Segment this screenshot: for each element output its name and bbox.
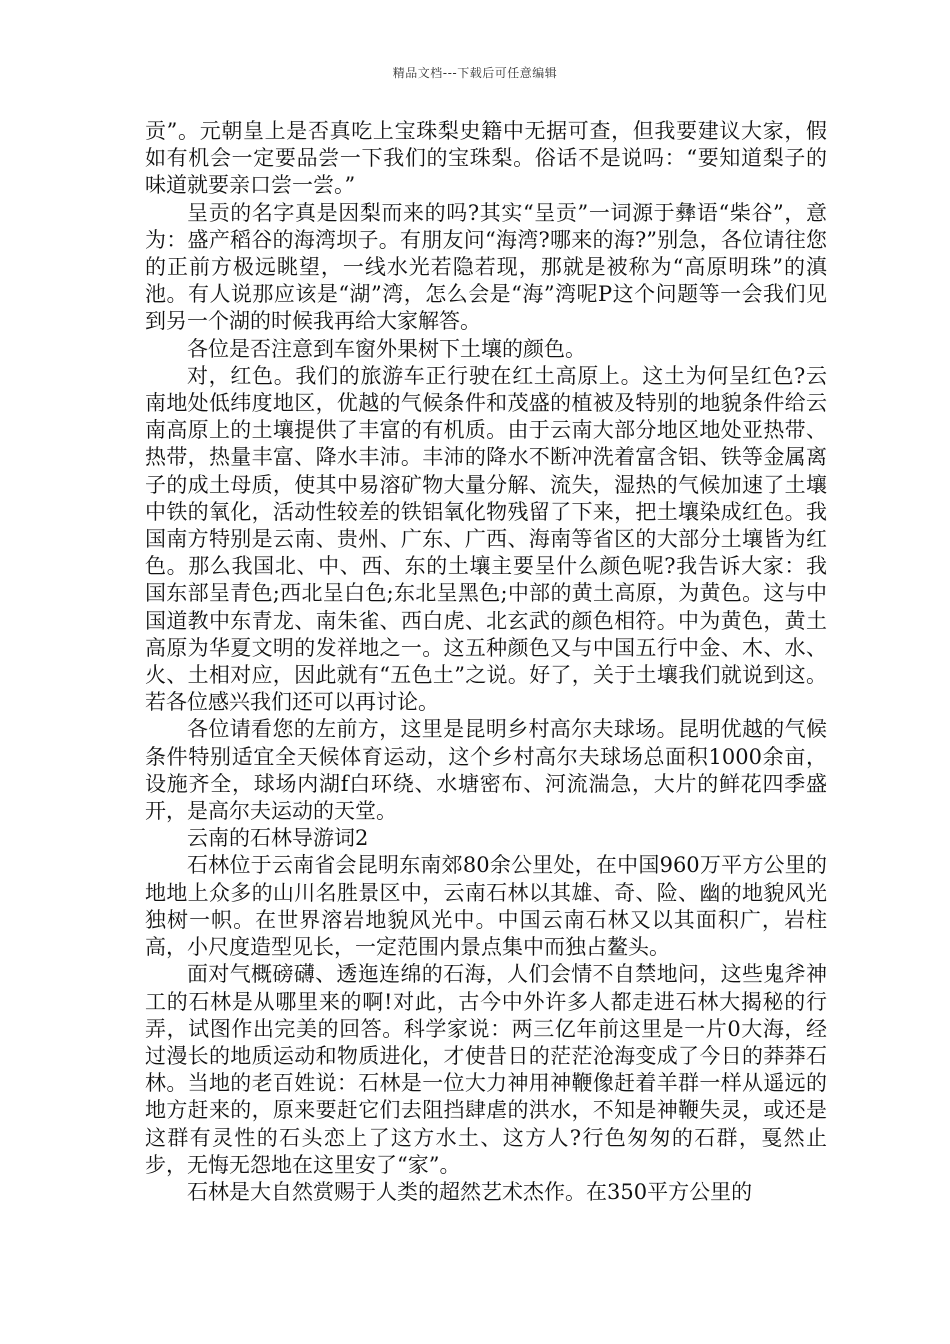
paragraph: 各位是否注意到车窗外果树下土壤的颜色。: [187, 336, 586, 361]
paragraph: 各位请看您的左前方，这里是昆明乡村高尔夫球场。昆明优越的气候条件特别适宜全天候体育运动，这个乡村高尔夫球场总面积1000余亩，设施齐全，球场内湖f白环绕、水塘密布、河流湍急，大片的鲜花四季盛开，是高尔夫运动的天堂。: [145, 717, 827, 824]
paragraph: 石林是大自然赏赐于人类的超然艺术杰作。在350平方公里的: [187, 1179, 753, 1204]
body-text: [145, 118, 827, 1206]
paragraph: 面对气概磅礴、透迤连绵的石海，人们会情不自禁地问，这些鬼斧神工的石林是从哪里来的啊!对此，古今中外许多人都走进石林大揭秘的行弄，试图作出完美的回答。科学家说：两三亿年前这里是一片0大海，经过漫长的地质运动和物质进化，才使昔日的茫茫沧海变成了今日的莽莽石林。当地的老百姓说：石林是一位大力神用神鞭像赶着羊群一样从遥远的地方赶来的，原来要赶它们去阻挡肆虐的洪水，不知是神鞭失灵，或还是这群有灵性的石头恋上了这方水土、这方人?行色匆匆的石群，戛然止步，无悔无怨地在这里安了“家”。: [145, 962, 827, 1177]
paragraph: 贡”。元朝皇上是否真吃上宝珠梨史籍中无据可查，但我要建议大家，假如有机会一定要品尝一下我们的宝珠梨。俗话不是说吗：“要知道梨子的味道就要亲口尝一尝。”: [145, 119, 827, 198]
paragraph: 呈贡的名字真是因梨而来的吗?其实“呈贡”一词源于彝语“柴谷”，意为：盛产稻谷的海湾坝子。有朋友问“海湾?哪来的海?”别急，各位请往您的正前方极远眺望，一线水光若隐若现，那就是被称为“高原明珠”的滇池。有人说那应该是“湖”湾，怎么会是“海”湾呢P这个问题等一会我们见到另一个湖的时候我再给大家解答。: [145, 200, 827, 334]
paragraph: 对，红色。我们的旅游车正行驶在红土高原上。这土为何呈红色?云南地处低纬度地区，优越的气候条件和茂盛的植被及特别的地貌条件给云南高原上的土壤提供了丰富的有机质。由于云南大部分地区地处亚热带、热带，热量丰富、降水丰沛。丰沛的降水不断冲洗着富含铝、铁等金属离子的成土母质，使其中易溶矿物大量分解、流失，湿热的气候加速了土壤中铁的氧化，活动性较差的铁铝氧化物残留了下来，把土壤染成红色。我国南方特别是云南、贵州、广东、广西、海南等省区的大部分土壤皆为红色。那么我国北、中、西、东的土壤主要呈什么颜色呢?我告诉大家：我国东部呈青色;西北呈白色;东北呈黑色;中部的黄土高原，为黄色。这与中国道教中东青龙、南朱雀、西白虎、北玄武的颜色相符。中为黄色，黄土高原为华夏文明的发祥地之一。这五种颜色又与中国五行中金、木、水、火、土相对应，因此就有“五色土”之说。好了，关于土壤我们就说到这。若各位感兴我们还可以再讨论。: [145, 363, 827, 715]
paragraph: 石林位于云南省会昆明东南郊80余公里处，在中国960万平方公里的地地上众多的山川名胜景区中，云南石林以其雄、奇、险、幽的地貌风光独树一帜。在世界溶岩地貌风光中。中国云南石林又以其面积广，岩柱高，小尺度造型见长，一定范围内景点集中而独占鳌头。: [145, 853, 827, 960]
page-header: 精品文档---下载后可任意编辑: [392, 66, 558, 80]
section-title: 云南的石林导游词2: [187, 826, 369, 851]
